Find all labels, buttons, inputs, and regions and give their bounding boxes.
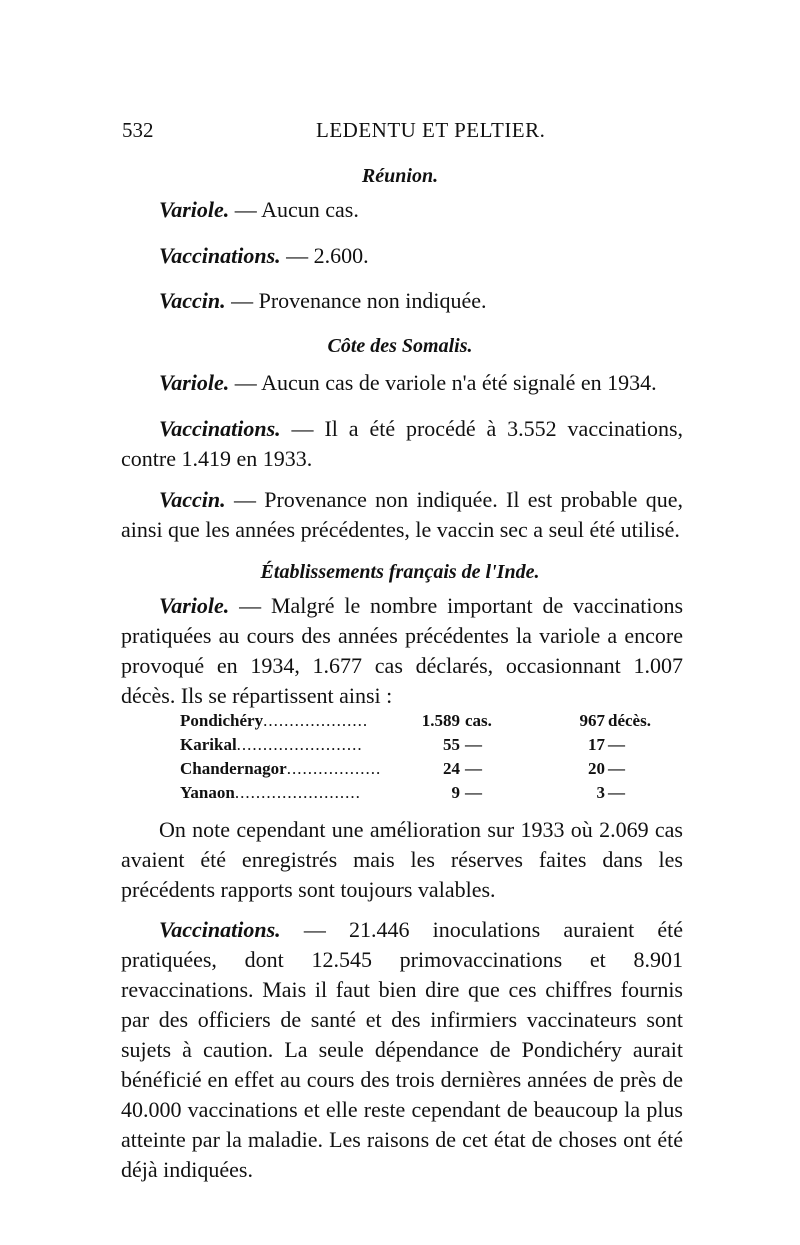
table-row	[180, 711, 660, 735]
ditto-dash: —	[608, 783, 625, 802]
running-header	[122, 118, 682, 148]
deces-label: décès.	[608, 711, 651, 730]
reunion-vaccin-line	[159, 288, 487, 314]
ditto-dash: —	[465, 759, 482, 778]
reunion-vaccin-text: — Provenance non indiquée.	[231, 288, 487, 313]
reunion-vaccin-label: Vaccin.	[159, 288, 226, 313]
row-deces-value: 20	[588, 759, 605, 778]
reunion-vaccinations-line	[159, 243, 369, 269]
somalis-vaccin-text: — Provenance non indiquée. Il est probable que, ainsi que les années précédentes, le vaccin sec a seul été utilisé.	[121, 487, 684, 542]
table-row	[180, 783, 660, 807]
row-deces-value: 967	[579, 711, 605, 730]
row-place: Karikal	[180, 735, 237, 754]
somalis-vaccin-label: Vaccin.	[159, 487, 226, 512]
somalis-variole-line	[159, 370, 657, 396]
reunion-vaccinations-label: Vaccinations.	[159, 243, 281, 268]
somalis-vaccin-paragraph	[121, 485, 683, 545]
row-place: Yanaon	[180, 783, 235, 802]
reunion-variole-label: Variole.	[159, 197, 230, 222]
somalis-vaccinations-label: Vaccinations.	[159, 416, 281, 441]
cas-label: cas.	[465, 711, 492, 730]
inde-note-paragraph: On note cependant une amélioration sur 1933 où 2.069 cas avaient été enregistrés mais les réserves faites dans les précédents rapports sont toujours valables.	[121, 817, 683, 902]
row-cas-value: 55	[443, 735, 460, 754]
somalis-variole-label: Variole.	[159, 370, 230, 395]
somalis-variole-text: — Aucun cas de variole n'a été signalé en 1934.	[234, 370, 657, 395]
row-leader-dots: ........................	[234, 783, 361, 802]
table-row	[180, 759, 660, 783]
row-deces-value: 3	[596, 783, 605, 802]
section-heading-somalis: Côte des Somalis.	[327, 335, 473, 357]
inde-variole-paragraph	[121, 591, 683, 711]
row-deces-value: 17	[588, 735, 605, 754]
reunion-vaccinations-text: — 2.600.	[286, 243, 369, 268]
section-heading-inde: Établissements français de l'Inde.	[260, 561, 540, 583]
inde-variole-label: Variole.	[159, 593, 230, 618]
ditto-dash: —	[465, 735, 482, 754]
row-leader-dots: ........................	[236, 735, 363, 754]
somalis-vaccinations-text: — Il a été procédé à 3.552 vaccinations, contre 1.419 en 1933.	[121, 416, 684, 471]
reunion-variole-text: — Aucun cas.	[234, 197, 359, 222]
somalis-vaccinations-paragraph	[121, 414, 683, 474]
inde-variole-text: — Malgré le nombre important de vaccinations pratiquées au cours des années précédentes la variole a encore provoqué en 1934, 1.677 cas déclarés, occasionnant 1.007 décès. Ils se répartissent ainsi :	[121, 593, 684, 708]
page-number: 532	[122, 118, 154, 142]
ditto-dash: —	[608, 759, 625, 778]
cases-table	[180, 711, 660, 807]
row-cas-value: 1.589	[421, 711, 460, 730]
row-place: Chandernagor	[180, 759, 287, 778]
inde-vaccinations-label: Vaccinations.	[159, 917, 281, 942]
running-title: LEDENTU ET PELTIER.	[316, 118, 546, 142]
row-cas-value: 24	[443, 759, 460, 778]
inde-vaccinations-paragraph	[121, 915, 683, 1185]
row-leader-dots: ....................	[263, 711, 369, 730]
section-heading-reunion: Réunion.	[361, 165, 439, 187]
ditto-dash: —	[465, 783, 482, 802]
row-cas-value: 9	[451, 783, 460, 802]
row-leader-dots: ..................	[286, 759, 382, 778]
ditto-dash: —	[608, 735, 625, 754]
row-place: Pondichéry	[180, 711, 264, 730]
table-row	[180, 735, 660, 759]
reunion-variole-line	[159, 197, 359, 223]
inde-vaccinations-text: — 21.446 inoculations auraient été pratiquées, dont 12.545 primovaccinations et 8.901 revaccinations. Mais il faut bien dire que ces chiffres fournis par des officiers de santé et des infirmiers vaccinateurs sont sujets à caution. La seule dépendance de Pondichéry aurait bénéficié en effet au cours des trois dernières années de près de 40.000 vaccinations et elle reste cependant de beaucoup la plus atteinte par la maladie. Les raisons de cet état de choses ont été déjà indiquées.	[121, 917, 684, 1182]
